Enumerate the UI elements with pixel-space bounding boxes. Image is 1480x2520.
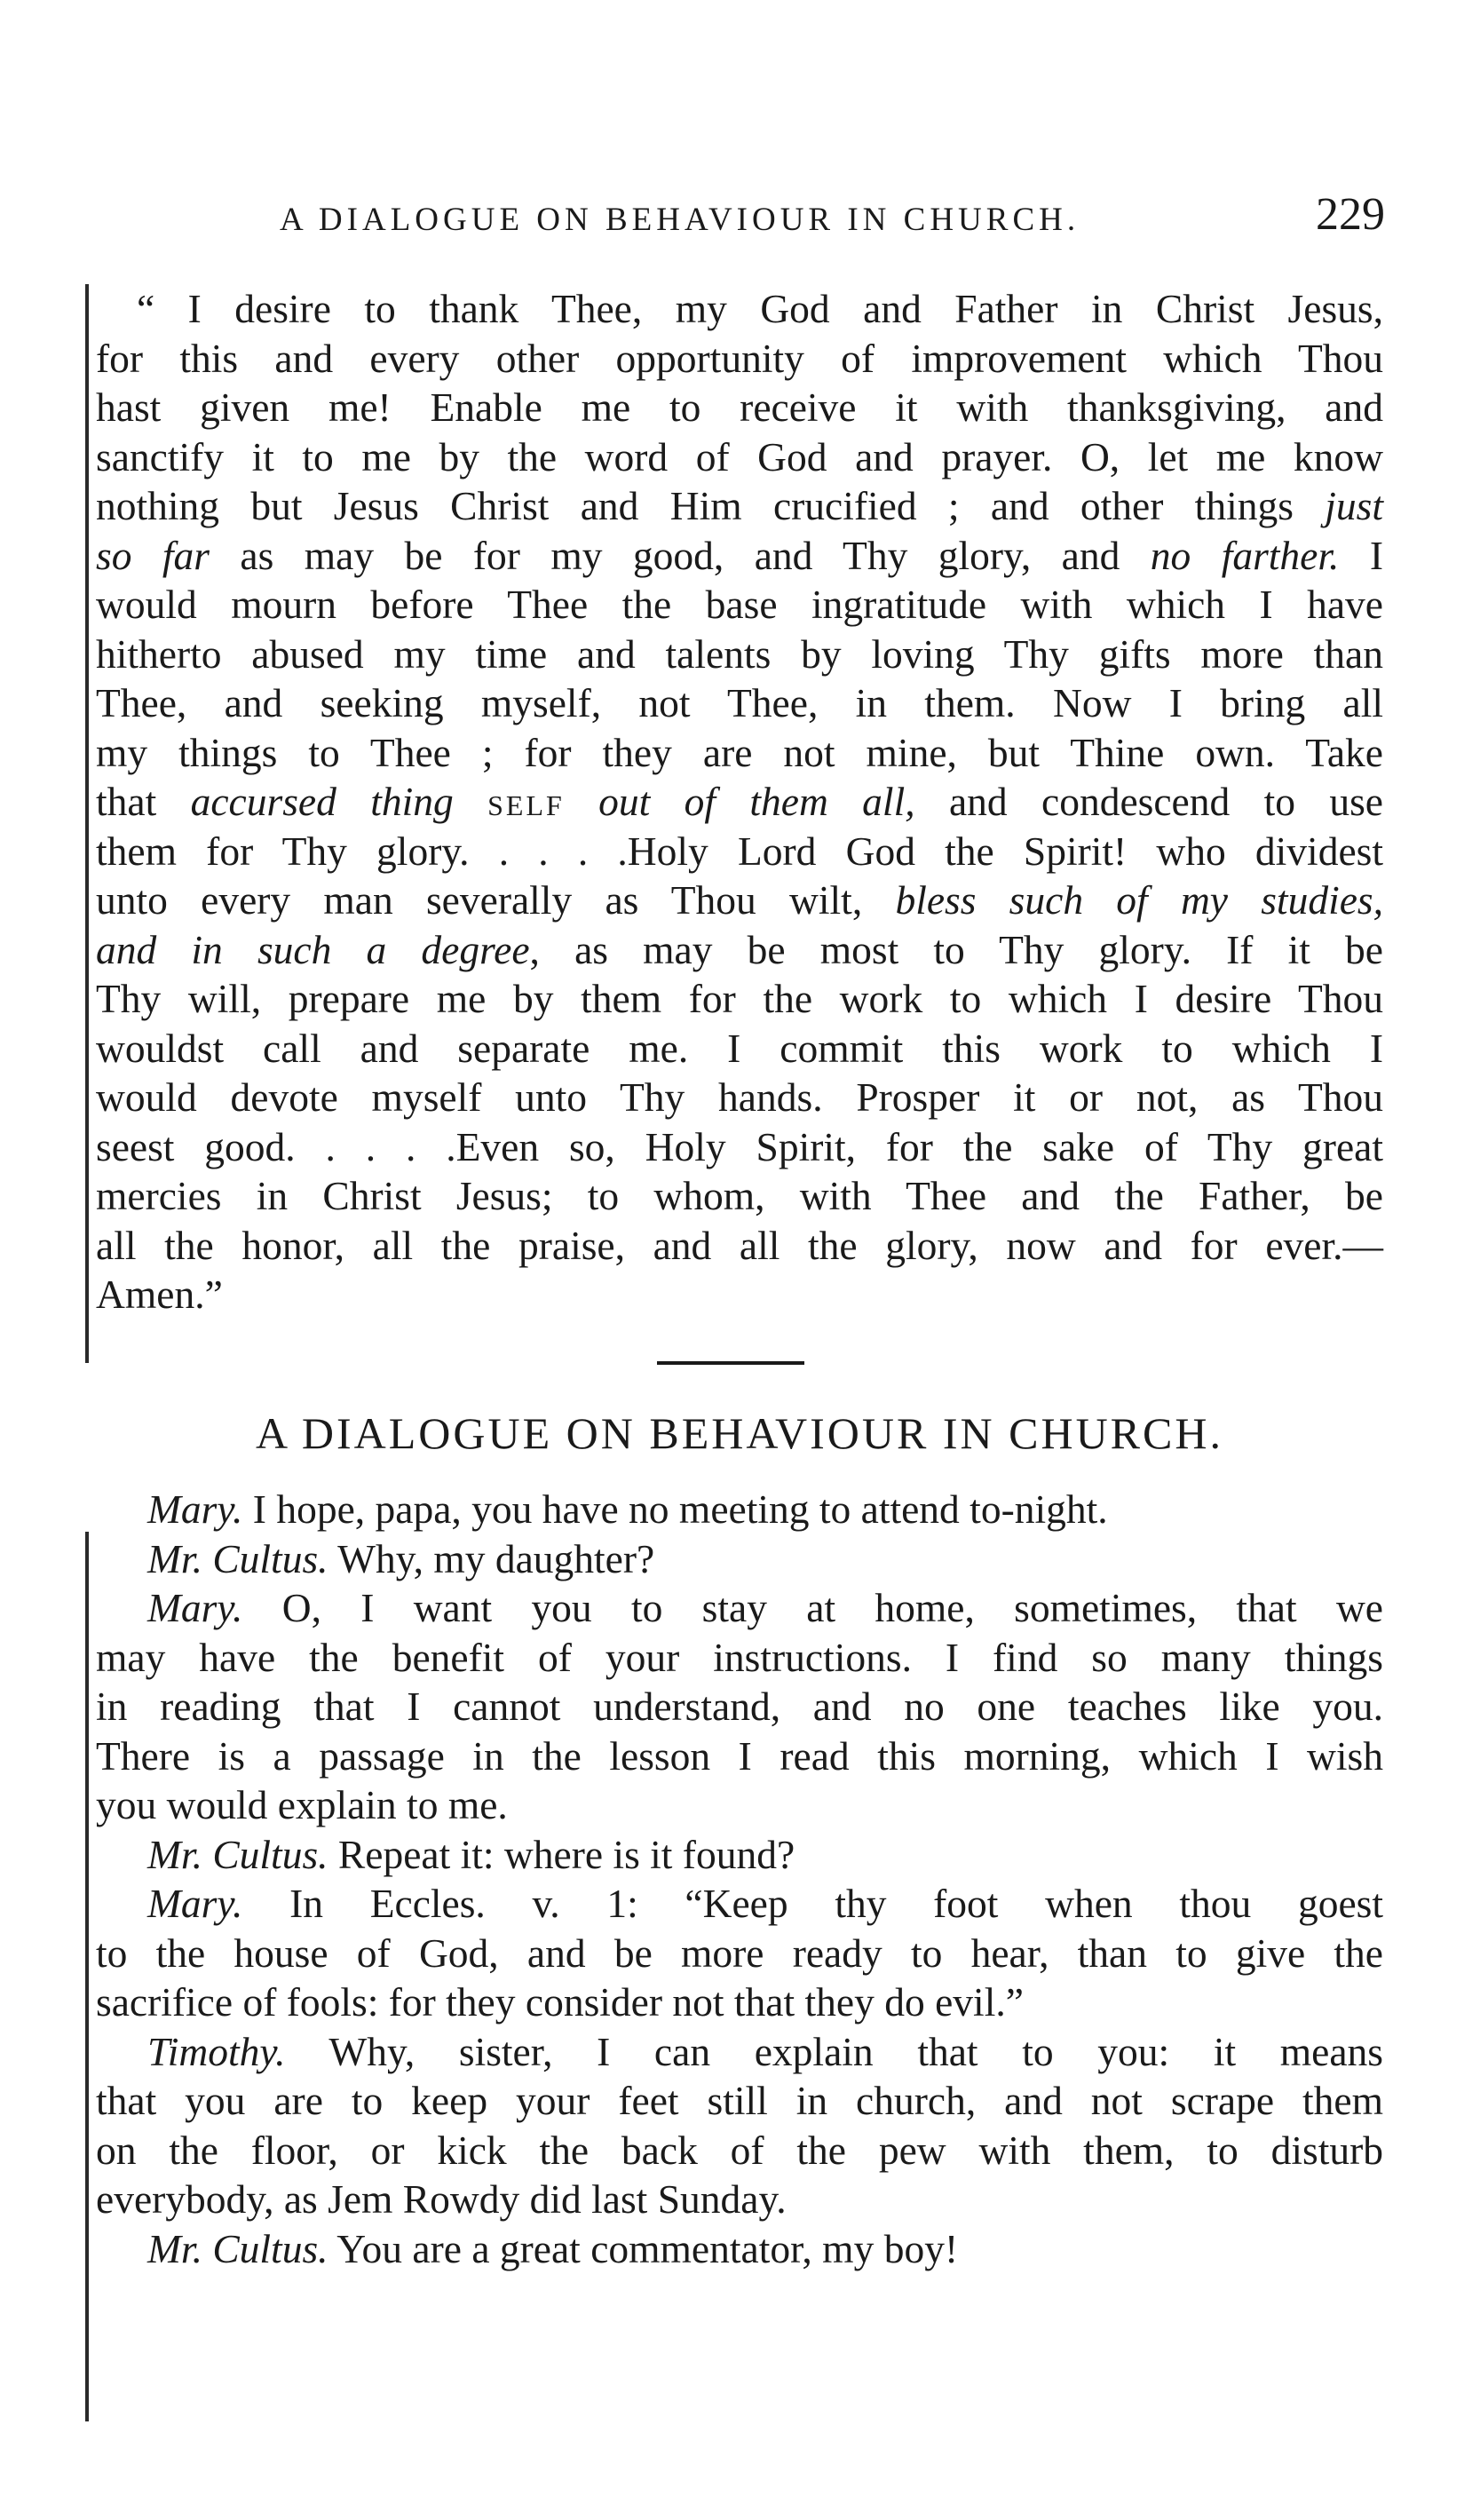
dialogue-line-text: In Eccles. v. 1: “Keep thy foot when thou goest (242, 1881, 1383, 1926)
italic-such-degree: and in such a degree (96, 926, 530, 972)
dialogue-line-text: I hope, papa, you have no meeting to attend to-night. (242, 1486, 1108, 1532)
smallcaps-self: self (487, 779, 565, 824)
speaker-name: Timothy. (147, 2028, 286, 2074)
dialogue-line-14 (96, 2126, 1383, 2175)
margin-line-upper (85, 284, 89, 1363)
dialogue-line-text: O, I want you to stay at home, sometimes, that we (242, 1585, 1383, 1630)
speaker-name: Mr. Cultus. (147, 1831, 328, 1877)
dialogue-line-text: that you are to keep your feet still in church, and not scrape them (96, 2078, 1383, 2123)
section-divider (657, 1361, 804, 1365)
section-title: A DIALOGUE ON BEHAVIOUR IN CHURCH. (256, 1408, 1223, 1458)
italic-just: just (1325, 483, 1383, 528)
prayer-line-13-text: unto every man severally as Thou wilt, (96, 877, 896, 923)
margin-line-lower (85, 1532, 89, 2421)
prayer-line-4: sanctify it to me by the word of God and prayer. O, let me know (96, 433, 1383, 479)
speaker-name: Mr. Cultus. (147, 2225, 328, 2271)
dialogue-line-text: You are a great commentator, my boy! (328, 2225, 959, 2271)
page-number: 229 (1316, 189, 1385, 240)
speaker-name: Mary. (147, 1585, 243, 1630)
italic-bless-studies: bless such of my studies, (895, 877, 1383, 923)
dialogue-line-5 (96, 1682, 1383, 1732)
prayer-text (96, 284, 1383, 1319)
dialogue-line-text: sacrifice of fools: for they consider not that they do evil.” (96, 1979, 1024, 2025)
dialogue-line-10 (96, 1929, 1383, 1978)
dialogue-line-text: you would explain to me. (96, 1782, 508, 1827)
dialogue-line-text: There is a passage in the lesson I read this morning, which I wish (96, 1732, 1383, 1779)
speaker-name: Mary. (147, 1881, 243, 1926)
dialogue-line-13 (96, 2076, 1383, 2126)
prayer-line-15: Thy will, prepare me by them for the work to which I desire Thou (96, 976, 1383, 1021)
prayer-line-13 (96, 876, 1383, 925)
italic-so-far: so far (96, 532, 210, 578)
prayer-line-8: hitherto abused my time and talents by loving Thy gifts more than (96, 630, 1383, 677)
dialogue-line-9 (96, 1879, 1383, 1929)
dialogue-line-7 (96, 1780, 1383, 1830)
dialogue-line-3 (96, 1583, 1383, 1633)
prayer-line-19: mercies in Christ Jesus; to whom, with Thee and the Father, be (96, 1173, 1383, 1218)
dialogue-line-6 (96, 1732, 1383, 1781)
speaker-name: Mary. (147, 1486, 243, 1532)
prayer-line-6 (96, 531, 1383, 581)
dialogue-line-text: to the house of God, and be more ready to hear, than to give the (96, 1930, 1383, 1976)
dialogue-line-text: Why, sister, I can explain that to you: it means (285, 2028, 1383, 2074)
prayer-line-18: seest good. . . . .Even so, Holy Spirit, for the sake of Thy great (96, 1123, 1383, 1169)
prayer-line-6-end: I (1339, 532, 1384, 578)
prayer-line-20: all the honor, all the praise, and all the glory, now and for ever.— (96, 1222, 1383, 1268)
prayer-line-12: them for Thy glory. . . . .Holy Lord God the Spirit! who dividest (96, 828, 1383, 874)
dialogue-line-2 (96, 1534, 1383, 1584)
dialogue-line-11 (96, 1977, 1383, 2027)
dialogue-line-15 (96, 2175, 1383, 2224)
prayer-line-17: would devote myself unto Thy hands. Prosper it or not, as Thou (96, 1074, 1383, 1120)
prayer-line-14 (96, 925, 1383, 975)
prayer-line-3: hast given me! Enable me to receive it with thanksgiving, and (96, 384, 1383, 430)
prayer-line-5-text: nothing but Jesus Christ and Him crucified ; and other things (96, 483, 1326, 528)
running-head (98, 185, 1385, 247)
prayer-line-11 (96, 777, 1383, 827)
speaker-name: Mr. Cultus. (147, 1535, 328, 1581)
dialogue-text (96, 1485, 1383, 2273)
dialogue-line-1 (96, 1485, 1383, 1534)
prayer-line-9: Thee, and seeking myself, not Thee, in them. Now I bring all (96, 680, 1383, 725)
prayer-line-11-text: that (96, 779, 191, 824)
italic-no-farther: no farther. (1150, 532, 1340, 578)
prayer-line-5 (96, 481, 1383, 531)
dialogue-line-text: on the floor, or kick the back of the pew with them, to disturb (96, 2127, 1383, 2173)
dialogue-line-4 (96, 1633, 1383, 1683)
prayer-line-10: my things to Thee ; for they are not mine, but Thine own. Take (96, 729, 1383, 775)
running-title: A DIALOGUE ON BEHAVIOUR IN CHURCH. (280, 202, 1080, 238)
prayer-line-16: wouldst call and separate me. I commit this work to which I (96, 1025, 1383, 1071)
dialogue-line-16 (96, 2224, 1383, 2274)
prayer-line-21: Amen.” (96, 1272, 223, 1317)
dialogue-line-text: Repeat it: where is it found? (328, 1831, 795, 1877)
dialogue-line-text: may have the benefit of your instructions. I find so many things (96, 1634, 1383, 1680)
dialogue-line-8 (96, 1830, 1383, 1880)
prayer-line-1: “ I desire to thank Thee, my God and Father in Christ Jesus, (137, 286, 1383, 331)
dialogue-line-12 (96, 2027, 1383, 2077)
italic-accursed-thing: accursed thing (190, 779, 454, 824)
prayer-line-14-text: , as may be most to Thy glory. If it be (529, 926, 1383, 972)
dialogue-line-text: Why, my daughter? (328, 1535, 655, 1581)
prayer-line-6-text: as may be for my good, and Thy glory, and (209, 532, 1151, 578)
dialogue-line-text: everybody, as Jem Rowdy did last Sunday. (96, 2176, 787, 2222)
dialogue-line-text: in reading that I cannot understand, and no one teaches like you. (96, 1684, 1383, 1729)
prayer-line-11-end: and condescend to use (914, 779, 1383, 824)
prayer-line-2: for this and every other opportunity of improvement which Thou (96, 335, 1383, 381)
prayer-line-7: would mourn before Thee the base ingratitude with which I have (96, 582, 1383, 627)
italic-out-of-them-all: out of them all, (598, 779, 915, 824)
